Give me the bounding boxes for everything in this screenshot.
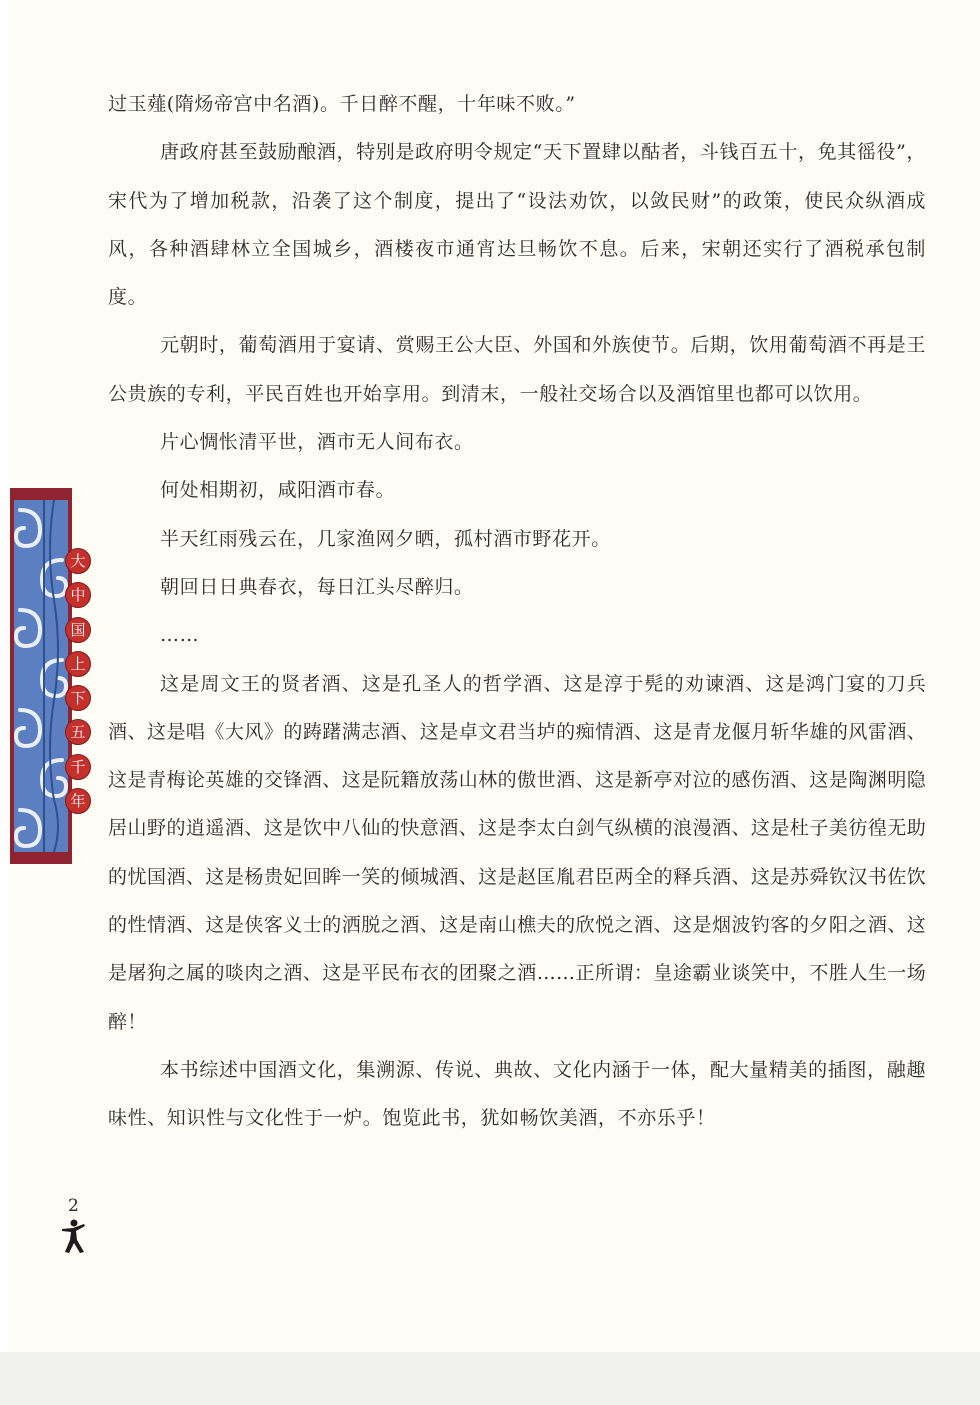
verse-2: 何处相期初，咸阳酒市春。 xyxy=(160,479,396,502)
series-title-char-1: 大 xyxy=(65,548,91,574)
paragraph-4: 这是周文王的贤者酒、这是孔圣人的哲学酒、这是淳于髡的劝谏酒、这是鸿门宴的刀兵酒、这是唱《大风》的踌躇满志酒、这是卓文君当垆的痴情酒、这是青龙偃月斩华雄的风雷酒、这是青梅论英雄的交锋酒、这是阮籍放荡山林的傲世酒、这是新亭对泣的感伤酒、这是陶渊明隐居山野的逍遥酒、这是饮中八仙的快意酒、这是李太白剑气纵横的浪漫酒、这是杜子美彷徨无助的忧国酒、这是杨贵妃回眸一笑的倾城酒、这是赵匡胤君臣两全的释兵酒、这是苏舜钦汉书佐饮的性情酒、这是侠客义士的洒脱之酒、这是南山樵夫的欣悦之酒、这是烟波钓客的夕阳之酒、这是屠狗之属的啖肉之酒、这是平民布衣的团聚之酒……正所谓：皇途霸业谈笑中，不胜人生一场醉！ xyxy=(108,672,926,1033)
series-title xyxy=(65,548,93,822)
series-title-char-2: 中 xyxy=(65,582,91,608)
series-title-char-8: 年 xyxy=(65,788,91,814)
body-text xyxy=(108,80,926,1143)
series-title-char-5: 下 xyxy=(65,685,91,711)
series-title-char-3: 国 xyxy=(65,617,91,643)
series-title-char-4: 上 xyxy=(65,651,91,677)
cloud-scroll-pattern-icon xyxy=(14,500,68,852)
verse-4: 朝回日日典春衣，每日江头尽醉归。 xyxy=(160,575,474,598)
page-number: 2 xyxy=(68,1196,79,1216)
paragraph-3: 元朝时，葡萄酒用于宴请、赏赐王公大臣、外国和外族使节。后期，饮用葡萄酒不再是王公贵族的专利，平民百姓也开始享用。到清末，一般社交场合以及酒馆里也都可以饮用。 xyxy=(108,334,926,405)
paragraph-2: 唐政府甚至鼓励酿酒，特别是政府明令规定“天下置肆以酤者，斗钱百五十，免其徭役”，宋代为了增加税款，沿袭了这个制度，提出了“设法劝饮，以敛民财”的政策，使民众纵酒成风，各种酒肆林立全国城乡，酒楼夜市通宵达旦畅饮不息。后来，宋朝还实行了酒税承包制度。 xyxy=(108,141,926,309)
series-title-char-7: 千 xyxy=(65,754,91,780)
scroll-pattern-graphic xyxy=(14,500,68,852)
paragraph-5: 本书综述中国酒文化，集溯源、传说、典故、文化内涵于一体，配大量精美的插图，融趣味性、知识性与文化性于一炉。饱览此书，犹如畅饮美酒，不亦乐乎！ xyxy=(108,1058,926,1130)
side-decoration-band xyxy=(10,488,72,864)
series-title-char-6: 五 xyxy=(65,719,91,745)
paragraph-1: 过玉薤(隋炀帝宫中名酒)。千日醉不醒，十年味不败。” xyxy=(108,93,576,115)
verse-ellipsis: …… xyxy=(160,624,200,647)
dancing-figure-icon xyxy=(60,1218,88,1259)
scan-margin xyxy=(0,1352,980,1405)
verse-1: 片心惆怅清平世，酒市无人间布衣。 xyxy=(160,431,474,454)
verse-3: 半天红雨残云在，几家渔网夕晒，孤村酒市野花开。 xyxy=(160,527,611,550)
